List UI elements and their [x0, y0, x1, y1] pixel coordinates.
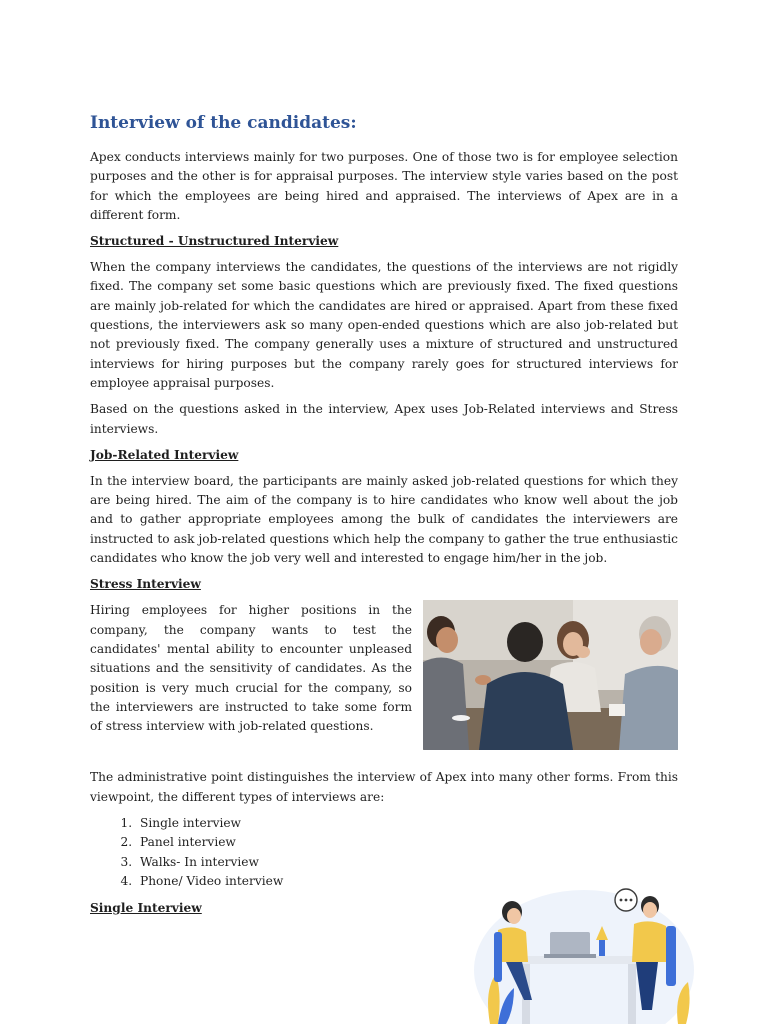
document-page: [90, 112, 678, 925]
stress-heading: Stress Interview: [90, 577, 201, 592]
structured-paragraph: When the company interviews the candidates, the questions of the interviews are not rigidly fixed. The company set some basic questions which are previously fixed. The fixed questions are mainly job-related for which the candidates are hired or appraised. Apart from these fixed questions, the interviewers ask so many open-ended questions which are also job-related but not previously fixed. The company generally uses a mixture of structured and unstructured interviews for hiring purposes but the company rarely goes for structured interviews for employee appraisal purposes.: [90, 260, 678, 390]
intro-paragraph: Apex conducts interviews mainly for two purposes. One of those two is for employee selection purposes and the other is for appraisal purposes. The interview style varies based on the post for which the employees are being hired and appraised. The interviews of Apex are in a different form.: [90, 150, 678, 222]
list-item: 4. Phone/ Video interview: [136, 872, 678, 891]
administrative-paragraph: The administrative point distinguishes the interview of Apex into many other forms. From this viewpoint, the different types of interviews are:: [90, 770, 678, 804]
list-item: 3. Walks- In interview: [136, 853, 678, 872]
structured-heading: Structured - Unstructured Interview: [90, 234, 339, 249]
stress-section: [90, 601, 678, 750]
interview-illustration: [462, 870, 707, 1024]
list-item: 2. Panel interview: [136, 833, 678, 852]
interview-photo: [423, 600, 678, 750]
questions-paragraph: Based on the questions asked in the interview, Apex uses Job-Related interviews and Stress interviews.: [90, 402, 678, 436]
page-title: Interview of the candidates:: [90, 113, 357, 133]
list-item: 1. Single interview: [136, 814, 678, 833]
stress-paragraph: Hiring employees for higher positions in the company, the company wants to test the candidates' mental ability to encounter unpleased situations and the sensitivity of candidates. As the position is very much crucial for the company, so the interviewers are instructed to take some form of stress interview with job-related questions.: [90, 603, 412, 734]
job-related-heading: Job-Related Interview: [90, 447, 239, 462]
job-related-paragraph: In the interview board, the participants are mainly asked job-related questions for which they are being hired. The aim of the company is to hire candidates who know well about the job and to gather appropriate employees among the bulk of candidates the interviewers are instructed to ask job-related questions which help the company to gather the true enthusiastic candidates who know the job very well and interested to engage him/her in the job.: [90, 473, 678, 566]
single-heading: Single Interview: [90, 901, 202, 916]
